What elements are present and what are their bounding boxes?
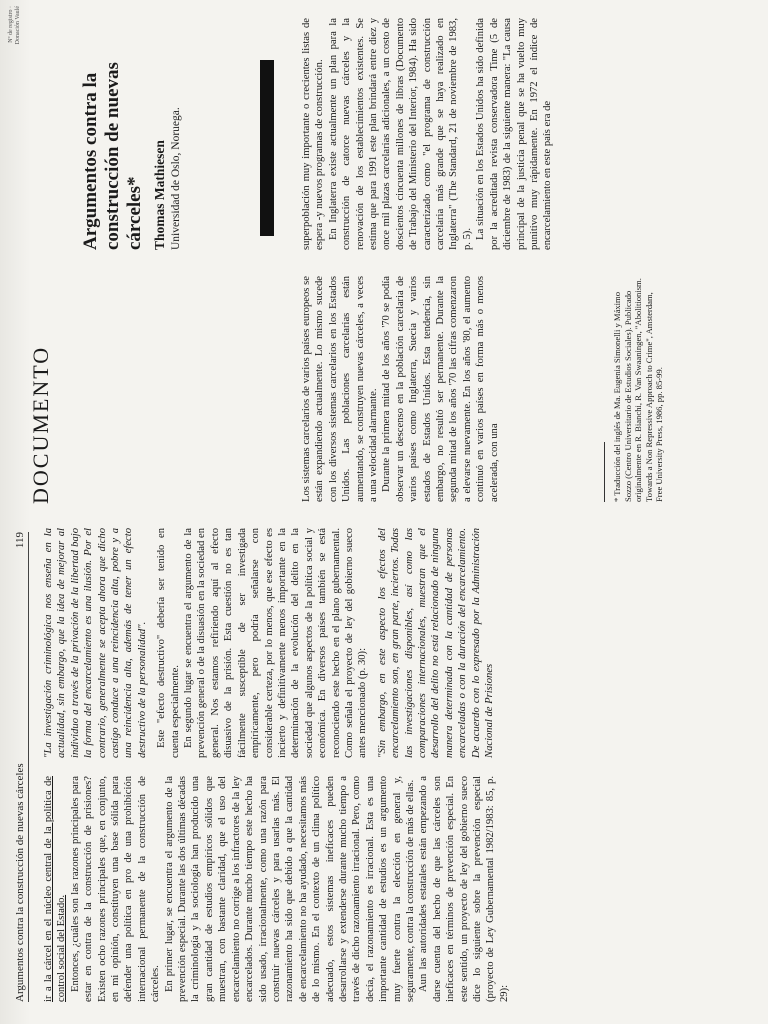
paragraph: Durante la primera mitad de los años '70 se podía observar un descenso en la población carcelaria de varios países como Inglaterra, Suecia y varios estados de Estados Unidos. Esta tendencia, sin embargo, no resultó ser permanente. Durante la segunda mitad de los años '70 las cifras comenzaron a elevarse nuevamente. En los años '80, el aumento continuó en varios países en forma más o menos acelerada, con una <box>381 276 500 502</box>
author-affiliation: Universidad de Oslo, Noruega. <box>170 107 182 250</box>
block-quote: "Sin embargo, en este aspecto los efectos del encarcelamiento son, en gran parte, inciertos. Todas las investigaciones disponibles, así como las comparaciones internacionales, muestran que el desarrollo del delito no está relacionado de ninguna manera determinada con la cantidad de personas encarceladas o con la duración del encarcelamiento. De acuerdo con lo expresado por la Administración Nacional de Prisiones <box>376 528 495 758</box>
black-bar <box>260 60 274 236</box>
left-page-column-1 <box>42 776 511 1002</box>
paragraph: Este "efecto destructivo" debería ser tenido en cuenta especialmente. <box>156 528 181 758</box>
right-page-column-2 <box>300 18 555 250</box>
paragraph: En segundo lugar se encuentra el argumento de la prevención general o de la disuasión en la sociedad en general. Nos estamos refiriendo aquí al efecto disuasivo de la prisión. Esta cuestión no es tan fácilmente susceptible de ser investigada empíricamente, pero podría señalarse con considerable certeza, por lo menos, que ese efecto es incierto y definitivamente menos importante en la determinación de la evolución del delito en la sociedad que algunos aspectos de la política social y económica. En diversos países también se está reconociendo este hecho en el plano gubernamental. Como señala el proyecto de ley del gobierno sueco antes mencionado (p. 30): <box>183 528 369 758</box>
paragraph: Entonces, ¿cuáles son las razones principales para estar en contra de la construcción de prisiones? Existen ocho razones principales que, en conjunto, en mi opinión, constituyen una base sólida para defender una política en pro de una prohibición internacional permanente de la construcción de cárceles. <box>69 776 162 1002</box>
paragraph: ir a la cárcel en el núcleo central de la política de control social del Estado. <box>43 776 68 1002</box>
paragraph: superpoblación muy importante o crecientes listas de espera -y nuevos programas de construcción. <box>301 18 326 250</box>
running-head <box>14 532 29 1002</box>
footnote-rule <box>604 442 605 502</box>
title-block <box>80 0 182 250</box>
article-title: Argumentos contra la construcción de nuevas cárceles* <box>80 62 145 250</box>
paragraph: En primer lugar, se encuentra el argumento de la prevención especial. Durante las dos últimas décadas la criminología y la sociología han producido una gran cantidad de estudios empíricos sólidos que muestran, con bastante claridad, que el uso del encarcelamiento no corrige a los infractores de la ley encarcelados. Durante mucho tiempo este hecho ha sido usado, irracionalmente, como una razón para construir nuevas cárceles y para usarlas más. El razonamiento ha sido que debido a que la cantidad de encarcelamiento no ha ayudado, necesitamos más de lo mismo. En el contexto de un clima político adecuado, estos sistemas ineficaces pueden desarrollarse y extenderse durante mucho tiempo a través de dicho razonamiento irracional. Pero, como decía, el razonamiento es irracional. Esta es una importante cantidad de estudios es un argumento muy fuerte contra la elección en general y, seguramente, contra la construcción de más de ellas. <box>163 776 416 1002</box>
running-head-text: Argumentos contra la construcción de nuevas cárceles <box>14 763 26 1002</box>
block-quote: "La investigación criminológica nos enseña en la actualidad, sin embargo, que la idea de mejorar al individuo a través de la privación de la libertad bajo la forma del encarcelamiento es una ilusión. Por el contrario, generalmente se acepta ahora que dicho castigo conduce a una reincidencia alta, pobre y a una reincidencia alta, además de tener un efecto destructivo de la personalidad". <box>43 528 148 758</box>
paragraph: Los sistemas carcelarios de varios países europeos se están expandiendo actualmente. Lo mismo sucede con los diversos sistemas carcelarios en los Estados Unidos. Las poblaciones carcelarias están aumentando, se construyen nuevas cárceles, a veces a una velocidad alarmante. <box>301 276 380 502</box>
paragraph: Aun las autoridades estatales están empezando a darse cuenta del hecho de que las cárceles son ineficaces en términos de prevención especial. En este sentido, un proyecto de ley del gobierno sueco dice lo siguiente sobre la prevención especial (proyecto de Ley Gubernamental 1982/1983: 85, p. 29): <box>418 776 510 1002</box>
library-stamp: Nº de registro · Donación Vaulé <box>8 6 21 45</box>
page-number: 119 <box>14 532 26 549</box>
left-page <box>0 512 768 1024</box>
left-page-column-2 <box>42 528 496 758</box>
section-label: DOCUMENTO <box>28 345 53 504</box>
paragraph: La situación en los Estados Unidos ha sido definida por la acreditada revista conservadora Time (5 de diciembre de 1983) de la siguiente manera: "La causa principal de la justicia penal que se ha vuelto muy punitivo muy rápidamente. En 1972 el índice de encarcelamiento en este país era de <box>475 18 554 250</box>
footnote: * Traducción del inglés de Ma. Eugenia Simonelli y Máximo Sozzo (Centro Universitario de Estudios Sociales). Publicado originalmente en R. Bianchi, R. Van Swaaningen, "Abolitionism. Towards a Non Repressive Approach to Crime", Amsterdam, Free University Press, 1986, pp. 85-99. <box>612 278 665 502</box>
paragraph: En Inglaterra existe actualmente un plan para la construcción de catorce nuevas cárceles y la renovación de los establecimientos existentes. Se estima que para 1991 este plan brindará entre diez y once mil plazas carcelarias adicionales, a un costo de doscientos cincuenta millones de libras (Documento de Trabajo del Ministerio del Interior, 1984). Ha sido caracterizado como "el programa de construcción carcelaria más grande que se haya realizado en Inglaterra" (The Standard, 21 de noviembre de 1983, p. 5). <box>327 18 473 250</box>
right-page-column-1 <box>300 276 501 502</box>
author-name: Thomas Mathiesen <box>152 140 167 250</box>
